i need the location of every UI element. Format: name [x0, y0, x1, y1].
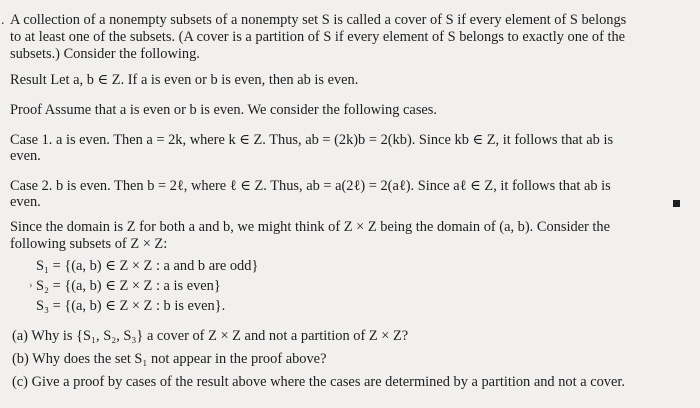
subset-s1: S₁ = {(a, b) ∈ Z × Z : a and b are odd}: [36, 258, 259, 274]
domain-text-line-1: Since the domain is Z for both a and b, we might think of Z × Z being the domain of (a, b). Consider the: [10, 219, 611, 235]
case-2-line-1: Case 2. b is even. Then b = 2ℓ, where ℓ ∈ Z. Thus, ab = a(2ℓ) = 2(aℓ). Since aℓ ∈ Z, it follows that ab is: [10, 178, 611, 194]
case-1-line-2: even.: [10, 148, 41, 164]
question-b: (b) Why does the set S₁ not appear in the proof above?: [12, 351, 327, 367]
subset-s3: S₃ = {(a, b) ∈ Z × Z : b is even}.: [36, 298, 226, 314]
question-c: (c) Give a proof by cases of the result above where the cases are determined by a partition and not a cover.: [12, 374, 625, 390]
question-a: (a) Why is {S₁, S₂, S₃} a cover of Z × Z and not a partition of Z × Z?: [12, 328, 409, 344]
domain-text-line-2: following subsets of Z × Z:: [10, 236, 168, 252]
qed-square-icon: [673, 200, 680, 207]
definition-line-2: to at least one of the subsets. (A cover is a partition of S if every element of S belongs to exactly one of the: [10, 29, 626, 45]
case-2-line-2: even.: [10, 194, 41, 210]
definition-line-1: A collection of a nonempty subsets of a nonempty set S is called a cover of S if every element of S belongs: [10, 12, 627, 28]
case-1-line-1: Case 1. a is even. Then a = 2k, where k ∈ Z. Thus, ab = (2k)b = 2(kb). Since kb ∈ Z, it follows that ab is: [10, 132, 614, 148]
result-statement: Result Let a, b ∈ Z. If a is even or b is even, then ab is even.: [10, 72, 359, 88]
proof-intro: Proof Assume that a is even or b is even. We consider the following cases.: [10, 102, 438, 118]
definition-line-3: subsets.) Consider the following.: [10, 46, 200, 62]
list-bullet: .: [1, 13, 5, 28]
side-marker-icon: ›: [29, 279, 33, 291]
subset-s2: S₂ = {(a, b) ∈ Z × Z : a is even}: [36, 278, 221, 294]
